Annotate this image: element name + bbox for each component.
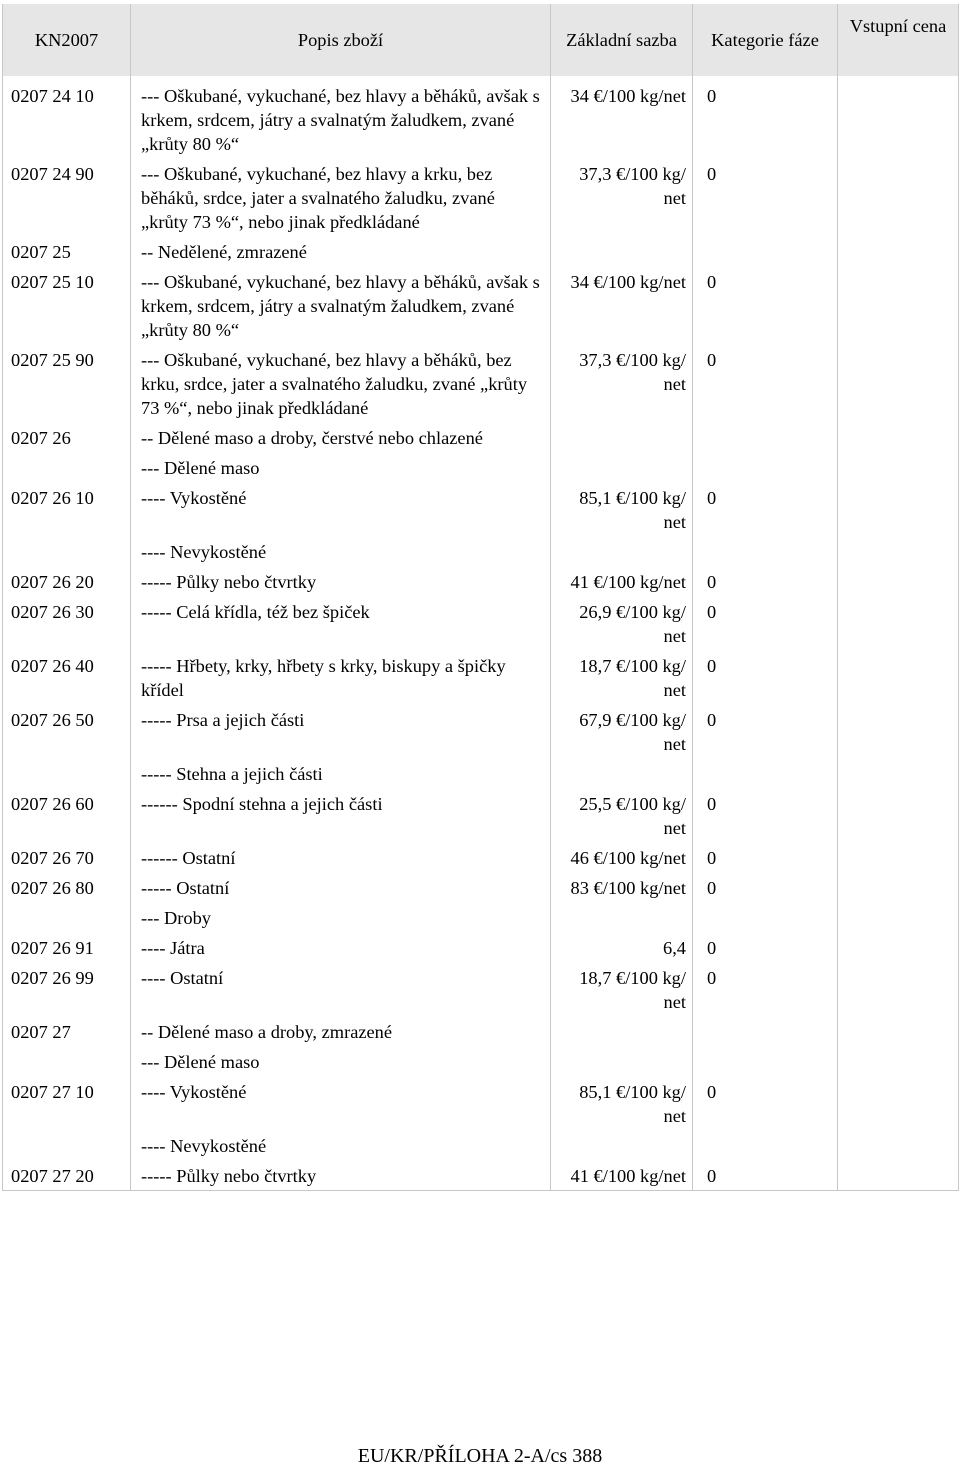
cell-category: 0 bbox=[693, 482, 838, 536]
table-row bbox=[3, 704, 959, 758]
table-row bbox=[3, 902, 959, 932]
cell-category bbox=[693, 1016, 838, 1046]
cell-category bbox=[693, 1130, 838, 1160]
cell-entry-price bbox=[838, 1160, 959, 1191]
table-row bbox=[3, 422, 959, 452]
table-row bbox=[3, 1130, 959, 1160]
page-footer: EU/KR/PŘÍLOHA 2-A/cs 388 bbox=[357, 1445, 603, 1467]
header-category: Kategorie fáze bbox=[693, 4, 838, 76]
cell-code: 0207 25 10 bbox=[3, 266, 131, 344]
header-code: KN2007 bbox=[3, 4, 131, 76]
cell-code: 0207 25 bbox=[3, 236, 131, 266]
cell-code: 0207 26 80 bbox=[3, 872, 131, 902]
cell-entry-price bbox=[838, 1130, 959, 1160]
cell-description: ----- Ostatní bbox=[131, 872, 551, 902]
cell-entry-price bbox=[838, 650, 959, 704]
cell-entry-price bbox=[838, 452, 959, 482]
table-row bbox=[3, 962, 959, 1016]
cell-description: ----- Prsa a jejich části bbox=[131, 704, 551, 758]
cell-entry-price bbox=[838, 842, 959, 872]
header-description: Popis zboží bbox=[131, 4, 551, 76]
cell-code bbox=[3, 1046, 131, 1076]
table-row bbox=[3, 1076, 959, 1130]
table-body bbox=[3, 76, 959, 1191]
cell-base-rate bbox=[551, 536, 693, 566]
cell-category: 0 bbox=[693, 344, 838, 422]
cell-base-rate: 18,7 €/100 kg/ net bbox=[551, 962, 693, 1016]
cell-entry-price bbox=[838, 266, 959, 344]
tariff-table bbox=[2, 4, 959, 1191]
table-row bbox=[3, 1016, 959, 1046]
cell-category bbox=[693, 1046, 838, 1076]
cell-description: ---- Vykostěné bbox=[131, 482, 551, 536]
cell-category: 0 bbox=[693, 76, 838, 158]
cell-entry-price bbox=[838, 758, 959, 788]
cell-description: --- Oškubané, vykuchané, bez hlavy a běháků, avšak s krkem, srdcem, játry a svalnatým žaludkem, zvané „krůty 80 %“ bbox=[131, 266, 551, 344]
cell-entry-price bbox=[838, 596, 959, 650]
cell-description: ---- Játra bbox=[131, 932, 551, 962]
cell-entry-price bbox=[838, 1016, 959, 1046]
cell-description: -- Dělené maso a droby, čerstvé nebo chlazené bbox=[131, 422, 551, 452]
cell-description: ----- Půlky nebo čtvrtky bbox=[131, 566, 551, 596]
cell-entry-price bbox=[838, 902, 959, 932]
cell-category: 0 bbox=[693, 566, 838, 596]
cell-category bbox=[693, 236, 838, 266]
cell-description: --- Oškubané, vykuchané, bez hlavy a běháků, avšak s krkem, srdcem, játry a svalnatým žaludkem, zvané „krůty 80 %“ bbox=[131, 76, 551, 158]
cell-base-rate: 83 €/100 kg/net bbox=[551, 872, 693, 902]
cell-base-rate: 18,7 €/100 kg/ net bbox=[551, 650, 693, 704]
cell-base-rate: 26,9 €/100 kg/ net bbox=[551, 596, 693, 650]
cell-code: 0207 26 99 bbox=[3, 962, 131, 1016]
cell-code: 0207 24 90 bbox=[3, 158, 131, 236]
table-row bbox=[3, 932, 959, 962]
cell-entry-price bbox=[838, 1076, 959, 1130]
cell-description: ---- Nevykostěné bbox=[131, 536, 551, 566]
cell-category: 0 bbox=[693, 266, 838, 344]
cell-code: 0207 27 bbox=[3, 1016, 131, 1046]
cell-entry-price bbox=[838, 344, 959, 422]
cell-base-rate: 41 €/100 kg/net bbox=[551, 566, 693, 596]
cell-entry-price bbox=[838, 422, 959, 452]
cell-base-rate: 37,3 €/100 kg/ net bbox=[551, 158, 693, 236]
cell-code: 0207 26 30 bbox=[3, 596, 131, 650]
cell-code bbox=[3, 452, 131, 482]
cell-description: --- Oškubané, vykuchané, bez hlavy a běháků, bez krku, srdce, jater a svalnatého žaludku, zvané „krůty 73 %“, nebo jinak předkládané bbox=[131, 344, 551, 422]
cell-category: 0 bbox=[693, 1076, 838, 1130]
cell-base-rate bbox=[551, 452, 693, 482]
table-row bbox=[3, 596, 959, 650]
table-row bbox=[3, 482, 959, 536]
cell-category: 0 bbox=[693, 872, 838, 902]
cell-code: 0207 25 90 bbox=[3, 344, 131, 422]
cell-base-rate: 25,5 €/100 kg/ net bbox=[551, 788, 693, 842]
cell-base-rate: 34 €/100 kg/net bbox=[551, 266, 693, 344]
cell-category: 0 bbox=[693, 842, 838, 872]
cell-code: 0207 26 50 bbox=[3, 704, 131, 758]
cell-description: --- Dělené maso bbox=[131, 1046, 551, 1076]
table-row bbox=[3, 236, 959, 266]
cell-entry-price bbox=[838, 1046, 959, 1076]
cell-code bbox=[3, 536, 131, 566]
cell-base-rate bbox=[551, 1016, 693, 1046]
cell-base-rate bbox=[551, 1046, 693, 1076]
cell-base-rate: 85,1 €/100 kg/ net bbox=[551, 1076, 693, 1130]
cell-entry-price bbox=[838, 704, 959, 758]
cell-description: ---- Nevykostěné bbox=[131, 1130, 551, 1160]
cell-entry-price bbox=[838, 76, 959, 158]
cell-category: 0 bbox=[693, 704, 838, 758]
cell-category: 0 bbox=[693, 1160, 838, 1191]
header-entry-price: Vstupní cena bbox=[838, 4, 959, 76]
cell-category bbox=[693, 452, 838, 482]
cell-description: ----- Hřbety, krky, hřbety s krky, biskupy a špičky křídel bbox=[131, 650, 551, 704]
cell-base-rate: 37,3 €/100 kg/ net bbox=[551, 344, 693, 422]
cell-base-rate: 41 €/100 kg/net bbox=[551, 1160, 693, 1191]
cell-category: 0 bbox=[693, 788, 838, 842]
cell-description: -- Nedělené, zmrazené bbox=[131, 236, 551, 266]
table-row bbox=[3, 1046, 959, 1076]
table-row bbox=[3, 842, 959, 872]
table-row bbox=[3, 344, 959, 422]
cell-category: 0 bbox=[693, 650, 838, 704]
cell-code: 0207 26 70 bbox=[3, 842, 131, 872]
cell-entry-price bbox=[838, 872, 959, 902]
cell-category bbox=[693, 422, 838, 452]
table-row bbox=[3, 76, 959, 158]
cell-code: 0207 26 60 bbox=[3, 788, 131, 842]
cell-base-rate: 67,9 €/100 kg/ net bbox=[551, 704, 693, 758]
cell-description: ------ Spodní stehna a jejich části bbox=[131, 788, 551, 842]
cell-entry-price bbox=[838, 962, 959, 1016]
cell-category: 0 bbox=[693, 158, 838, 236]
table-row bbox=[3, 536, 959, 566]
table-row bbox=[3, 1160, 959, 1191]
table-row bbox=[3, 872, 959, 902]
cell-category: 0 bbox=[693, 596, 838, 650]
cell-description: ------ Ostatní bbox=[131, 842, 551, 872]
cell-category bbox=[693, 902, 838, 932]
cell-code bbox=[3, 758, 131, 788]
header-row bbox=[3, 4, 959, 76]
cell-entry-price bbox=[838, 482, 959, 536]
cell-base-rate: 34 €/100 kg/net bbox=[551, 76, 693, 158]
table-row bbox=[3, 650, 959, 704]
cell-description: --- Droby bbox=[131, 902, 551, 932]
cell-description: -- Dělené maso a droby, zmrazené bbox=[131, 1016, 551, 1046]
cell-base-rate: 46 €/100 kg/net bbox=[551, 842, 693, 872]
cell-code: 0207 26 40 bbox=[3, 650, 131, 704]
table-row bbox=[3, 788, 959, 842]
cell-code bbox=[3, 902, 131, 932]
cell-entry-price bbox=[838, 158, 959, 236]
cell-category: 0 bbox=[693, 932, 838, 962]
table-row bbox=[3, 158, 959, 236]
cell-entry-price bbox=[838, 566, 959, 596]
table-header bbox=[3, 4, 959, 76]
cell-description: ----- Půlky nebo čtvrtky bbox=[131, 1160, 551, 1191]
cell-description: ---- Vykostěné bbox=[131, 1076, 551, 1130]
table-row bbox=[3, 266, 959, 344]
cell-base-rate bbox=[551, 236, 693, 266]
cell-base-rate bbox=[551, 1130, 693, 1160]
cell-base-rate bbox=[551, 902, 693, 932]
cell-description: --- Oškubané, vykuchané, bez hlavy a krku, bez běháků, srdce, jater a svalnatého žaludku, zvané „krůty 73 %“, nebo jinak předkládané bbox=[131, 158, 551, 236]
table-row bbox=[3, 566, 959, 596]
cell-base-rate: 6,4 bbox=[551, 932, 693, 962]
cell-description: ---- Ostatní bbox=[131, 962, 551, 1016]
cell-entry-price bbox=[838, 932, 959, 962]
table-row bbox=[3, 758, 959, 788]
cell-code: 0207 26 10 bbox=[3, 482, 131, 536]
cell-code bbox=[3, 1130, 131, 1160]
cell-base-rate bbox=[551, 758, 693, 788]
cell-category bbox=[693, 536, 838, 566]
cell-category: 0 bbox=[693, 962, 838, 1016]
cell-entry-price bbox=[838, 236, 959, 266]
table-row bbox=[3, 452, 959, 482]
cell-code: 0207 26 91 bbox=[3, 932, 131, 962]
cell-description: --- Dělené maso bbox=[131, 452, 551, 482]
cell-code: 0207 27 10 bbox=[3, 1076, 131, 1130]
cell-entry-price bbox=[838, 536, 959, 566]
cell-entry-price bbox=[838, 788, 959, 842]
cell-description: ----- Stehna a jejich části bbox=[131, 758, 551, 788]
cell-category bbox=[693, 758, 838, 788]
header-base-rate: Základní sazba bbox=[551, 4, 693, 76]
cell-code: 0207 26 20 bbox=[3, 566, 131, 596]
cell-base-rate bbox=[551, 422, 693, 452]
cell-code: 0207 26 bbox=[3, 422, 131, 452]
cell-code: 0207 27 20 bbox=[3, 1160, 131, 1191]
cell-description: ----- Celá křídla, též bez špiček bbox=[131, 596, 551, 650]
cell-code: 0207 24 10 bbox=[3, 76, 131, 158]
cell-base-rate: 85,1 €/100 kg/ net bbox=[551, 482, 693, 536]
